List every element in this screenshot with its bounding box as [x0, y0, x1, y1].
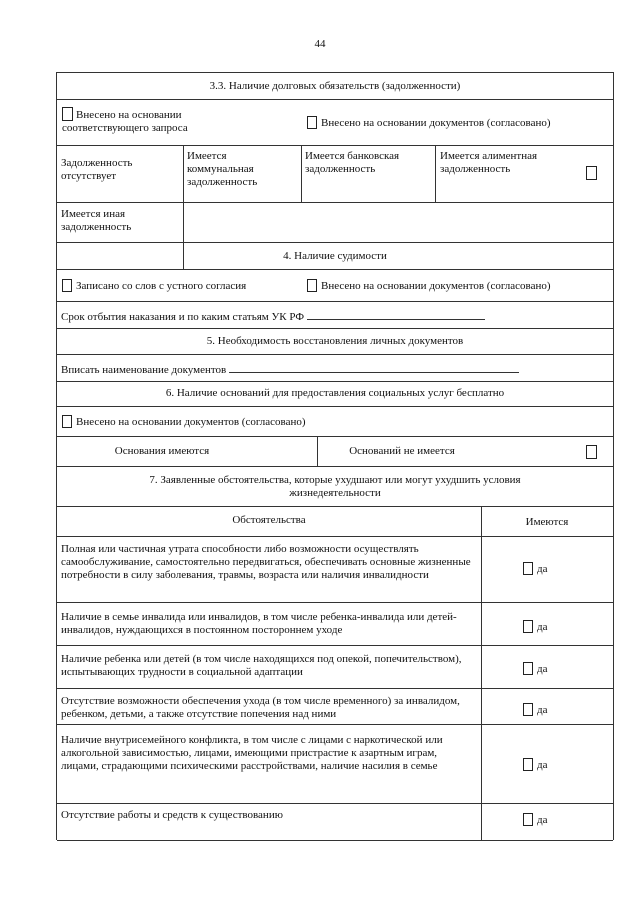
circumstance-2-text: Наличие в семье инвалида или инвалидов, в том числе ребенка-инвалида или детей-инвалидов, нуждающихся в постоянном постороннем уходе	[61, 611, 457, 636]
checkbox-circumstance-6[interactable]	[523, 813, 533, 826]
checkbox-verbal[interactable]	[62, 279, 72, 292]
other-debt-field[interactable]	[187, 208, 607, 236]
section-4-title: 4. Наличие судимости	[283, 250, 387, 262]
section-5-title: 5. Необходимость восстановления личных документов	[206, 335, 464, 347]
circumstance-5-text: Наличие внутрисемейного конфликта, в том числе с лицами с наркотической или алкогольной зависимостью, лицами, имеющими пристрастие к азартным играм, лицами, страдающими психическими расстройствами, наличие насилия в семье	[61, 734, 443, 772]
circumstance-1-text: Полная или частичная утрата способности либо возможности осуществлять самообслуживание, самостоятельно передвигаться, обеспечивать основные жизненные потребности в силу заболевания, травмы, возраста или наличия инвалидности	[61, 543, 471, 581]
circumstance-3-text: Наличие ребенка или детей (в том числе находящихся под опекой, попечительством), испытывающих трудности в социальной адаптации	[61, 653, 462, 678]
checkbox-documents-3-3[interactable]	[307, 116, 317, 129]
option-documents-3-3	[307, 116, 551, 130]
grounds-exist-label: Основания имеются	[114, 445, 210, 457]
page-number: 44	[314, 38, 326, 50]
option-documents-3-3-label: Внесено на основании документов (согласовано)	[321, 117, 551, 129]
no-grounds-label: Оснований не имеется	[349, 445, 455, 457]
sentence-term-row	[61, 309, 485, 324]
checkbox-circumstance-3[interactable]	[523, 662, 533, 675]
option-request-label: Внесено на основании соответствующего запроса	[62, 109, 188, 134]
circumstance-4-mark-label: да	[537, 704, 548, 716]
circumstance-2-mark-label: да	[537, 621, 548, 633]
option-documents-4-label: Внесено на основании документов (согласовано)	[321, 280, 551, 292]
circumstance-6-mark-label: да	[537, 814, 548, 826]
documents-name-row	[61, 362, 519, 377]
circumstance-6-text: Отсутствие работы и средств к существованию	[61, 809, 283, 821]
section-3-3-title: 3.3. Наличие долговых обязательств (задолженности)	[209, 80, 461, 92]
option-verbal-label: Записано со слов с устного согласия	[76, 280, 247, 292]
checkbox-circumstance-1[interactable]	[523, 562, 533, 575]
section-6-title: 6. Наличие оснований для предоставления социальных услуг бесплатно	[165, 387, 505, 399]
circumstance-4-text: Отсутствие возможности обеспечения ухода (в том числе временного) за инвалидом, ребенком, детьми, а также отсутствие попечения над ними	[61, 695, 460, 720]
circumstance-5-mark-label: да	[537, 759, 548, 771]
column-present: Имеются	[525, 516, 569, 528]
checkbox-no-grounds[interactable]	[586, 445, 597, 459]
circumstance-1-mark	[523, 562, 547, 576]
communal-debt-label: Имеется коммунальная задолженность	[187, 150, 258, 188]
checkbox-alimony[interactable]	[586, 166, 597, 180]
checkbox-documents-4[interactable]	[307, 279, 317, 292]
circumstance-6-mark	[523, 813, 547, 827]
circumstance-5-mark	[523, 758, 547, 772]
documents-name-label: Вписать наименование документов	[61, 364, 227, 376]
sentence-term-field[interactable]	[307, 309, 485, 320]
other-debt-label: Имеется иная задолженность	[61, 208, 132, 233]
circumstance-3-mark-label: да	[537, 663, 548, 675]
column-circumstances: Обстоятельства	[232, 514, 306, 526]
option-verbal	[62, 279, 246, 293]
form-table	[56, 72, 614, 840]
checkbox-circumstance-2[interactable]	[523, 620, 533, 633]
checkbox-documents-6[interactable]	[62, 415, 72, 428]
bank-debt-label: Имеется банковская задолженность	[305, 150, 400, 175]
option-documents-6	[62, 415, 306, 429]
checkbox-circumstance-5[interactable]	[523, 758, 533, 771]
option-documents-4	[307, 279, 551, 293]
circumstance-2-mark	[523, 620, 547, 634]
section-7-title: 7. Заявленные обстоятельства, которые ухудшают или могут ухудшить условия жизнедеятельности	[149, 474, 521, 499]
checkbox-circumstance-4[interactable]	[523, 703, 533, 716]
no-debt-label: Задолженность отсутствует	[61, 157, 133, 182]
sentence-term-label: Срок отбытия наказания и по каким статьям УК РФ	[61, 311, 305, 323]
option-documents-6-label: Внесено на основании документов (согласовано)	[76, 416, 306, 428]
documents-name-field[interactable]	[229, 362, 519, 373]
circumstance-3-mark	[523, 662, 547, 676]
circumstance-4-mark	[523, 703, 547, 717]
circumstance-1-mark-label: да	[537, 563, 548, 575]
alimony-debt-label: Имеется алиментная задолженность	[440, 150, 538, 175]
